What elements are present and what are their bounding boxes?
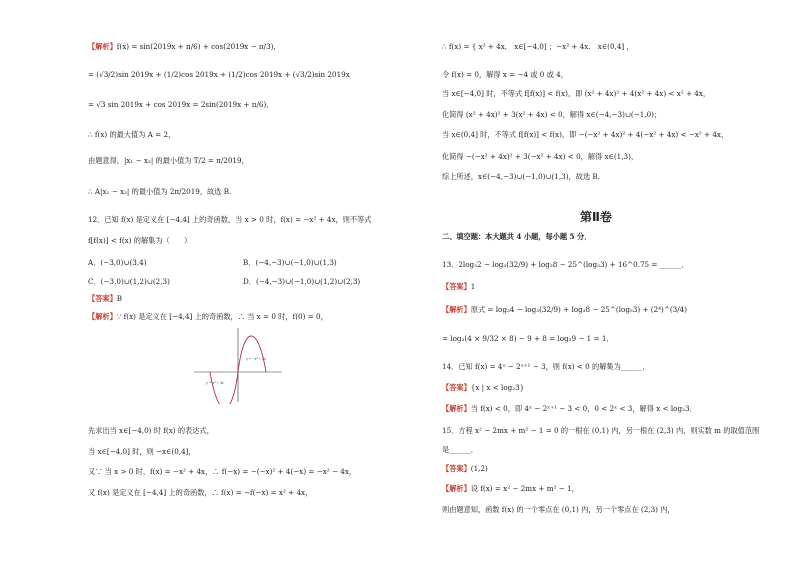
answer-line: 【答案】B [88,294,123,303]
solution-line: 当 x∈(0,4] 时，不等式 f[f(x)] < f(x)，即 −(−x² + 4x)² + 4(−x² + 4x) < −x² + 4x， [442,130,729,139]
answer-line: 【答案】{x | x < log₂3} [442,383,525,392]
solution-line: 【解析】f(x) = sin(2019x + π/6) + cos(2019x − π/3), [88,42,276,51]
question-stem: f[f(x)] < f(x) 的解集为（ ） [88,236,192,245]
solution-line: ∴ f(x) 的最大值为 A = 2， [88,130,176,139]
negative-branch-curve [210,372,238,404]
section-title: 第Ⅱ卷 [580,210,612,224]
section-intro: 二、填空题：本大题共 4 小题，每小题 5 分． [442,232,592,241]
solution-line: 先求出当 x∈[−4,0) 时 f(x) 的表达式， [88,426,214,435]
option-b: B．(−4,−3)∪(−1,0)∪(1,3) [243,258,337,267]
solution-line: = log₃(4 × 9/32 × 8) − 9 + 8 = log₃9 − 1 = 1． [442,334,614,343]
solution-line: 则由题意知，函数 f(x) 的一个零点在 (0,1) 内，另一个零点在 (2,3) 内， [442,505,675,514]
solution-line: ∴ f(x) = { x² + 4x, x∈[−4,0] ；−x² + 4x, x∈(0,4] ， [442,42,634,51]
graph-label-positive: y = −x² + 4x [246,356,266,361]
solution-line: = √3 sin 2019x + cos 2019x = 2sin(2019x + π/6), [88,100,269,109]
option-d: D．(−4,−3)∪(−1,0)∪(1,2)∪(2,3) [243,277,361,286]
solution-line: 【解析】原式 = log₃4 − log₃(32/9) + log₃8 − 25^(log₅3) + (2⁴)^(3/4) [442,305,688,314]
solution-line: = (√3/2)sin 2019x + (1/2)cos 2019x + (1/2)cos 2019x + (√3/2)sin 2019x [88,70,350,79]
solution-line: 又∵ 当 x > 0 时，f(x) = −x² + 4x，∴ f(−x) = −(−x)² + 4(−x) = −x² − 4x， [88,467,357,476]
solution-line: 综上所述，x∈(−4,−3)∪(−1,0)∪(1,3)，故选 B. [442,172,600,181]
solution-line: 【解析】当 f(x) < 0，即 4ˣ − 2ˣ⁺¹ − 3 < 0，0 < 2ˣ < 3，解得 x < log₂3． [442,404,697,413]
solution-line: 由题意得，|x₁ − x₂| 的最小值为 T/2 = π/2019， [88,156,249,165]
solution-line: ∴ A|x₁ − x₂| 的最小值为 2π/2019，故选 B. [88,187,232,196]
solution-line: 又 f(x) 是定义在 [−4,4] 上的奇函数，∴ f(x) = −f(−x) = x² + 4x， [88,488,313,497]
answer-line: 【答案】1 [442,282,476,291]
option-c: C．(−3,0)∪(1,2)∪(2,3) [88,277,170,286]
question-stem: 14．已知 f(x) = 4ˣ − 2ˣ⁺¹ − 3，则 f(x) < 0 的解集为______． [442,362,650,371]
solution-line: 当 x∈[−4,0] 时，不等式 f[f(x)] < f(x)，即 (x² + 4x)² + 4(x² + 4x) < x² + 4x， [442,89,711,98]
question-stem: 是______． [442,445,478,454]
question-stem: 12．已知 f(x) 是定义在 [−4,4] 上的奇函数，当 x > 0 时，f(x) = −x² + 4x，则不等式 [88,215,372,224]
solution-line: 【解析】设 f(x) = x² − 2mx + m² − 1， [442,484,579,493]
solution-line: 化简得 (x² + 4x)² + 3(x² + 4x) < 0，解得 x∈(−4,−3)∪(−1,0)； [442,110,662,119]
question-stem: 15．方程 x² − 2mx + m² − 1 = 0 的一根在 (0,1) 内，另一根在 (2,3) 内，则实数 m 的取值范围 [442,426,760,435]
solution-line: 令 f(x) = 0，解得 x = −4 或 0 或 4， [442,70,568,79]
question-stem: 13．2log₃2 − log₃(32/9) + log₃8 − 25^(log₅3) + 16^0.75 = ______． [442,260,689,269]
solution-line: 当 x∈[−4,0] 时，则 −x∈(0,4]， [88,447,196,456]
positive-branch-curve [238,336,266,372]
graph-label-negative: y = x² + 4x [206,380,224,385]
solution-line: 【解析】∵ f(x) 是定义在 [−4,4] 上的奇函数，∴ 当 x = 0 时，f(0) = 0， [88,312,328,321]
option-a: A．(−3,0)∪(3,4) [88,258,147,267]
answer-line: 【答案】(1,2) [442,464,488,473]
solution-line: 化简得 −(−x² + 4x)² + 3(−x² + 4x) < 0，解得 x∈(1,3)， [442,152,639,161]
function-graph [192,326,284,404]
